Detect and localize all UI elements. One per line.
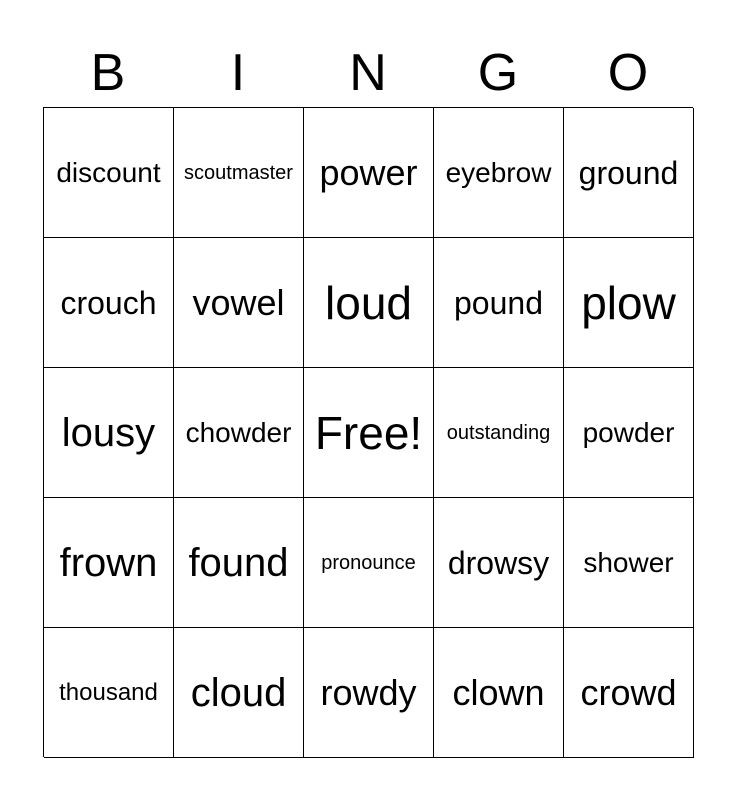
bingo-cell[interactable]: scoutmaster <box>174 108 304 238</box>
bingo-cell[interactable]: ground <box>564 108 694 238</box>
bingo-cell[interactable]: found <box>174 498 304 628</box>
bingo-cell[interactable]: discount <box>44 108 174 238</box>
bingo-cell[interactable]: power <box>304 108 434 238</box>
header-letter-b: B <box>90 44 126 102</box>
bingo-cell[interactable]: eyebrow <box>434 108 564 238</box>
bingo-cell[interactable]: cloud <box>174 628 304 758</box>
bingo-cell[interactable]: shower <box>564 498 694 628</box>
free-space-cell[interactable]: Free! <box>304 368 434 498</box>
bingo-cell[interactable]: pronounce <box>304 498 434 628</box>
bingo-cell[interactable]: vowel <box>174 238 304 368</box>
header-letter-i: I <box>230 44 246 102</box>
bingo-cell[interactable]: powder <box>564 368 694 498</box>
bingo-cell[interactable]: rowdy <box>304 628 434 758</box>
bingo-cell[interactable]: crouch <box>44 238 174 368</box>
bingo-header <box>43 40 693 106</box>
bingo-cell[interactable]: drowsy <box>434 498 564 628</box>
bingo-cell[interactable]: crowd <box>564 628 694 758</box>
bingo-cell[interactable]: loud <box>304 238 434 368</box>
bingo-cell[interactable]: frown <box>44 498 174 628</box>
bingo-cell[interactable]: thousand <box>44 628 174 758</box>
bingo-board <box>43 107 693 757</box>
bingo-cell[interactable]: pound <box>434 238 564 368</box>
bingo-cell[interactable]: lousy <box>44 368 174 498</box>
bingo-cell[interactable]: clown <box>434 628 564 758</box>
bingo-cell[interactable]: plow <box>564 238 694 368</box>
bingo-cell[interactable]: chowder <box>174 368 304 498</box>
header-letter-n: N <box>349 44 387 102</box>
bingo-cell[interactable]: outstanding <box>434 368 564 498</box>
header-letter-g: G <box>477 44 519 102</box>
header-letter-o: O <box>607 44 649 102</box>
